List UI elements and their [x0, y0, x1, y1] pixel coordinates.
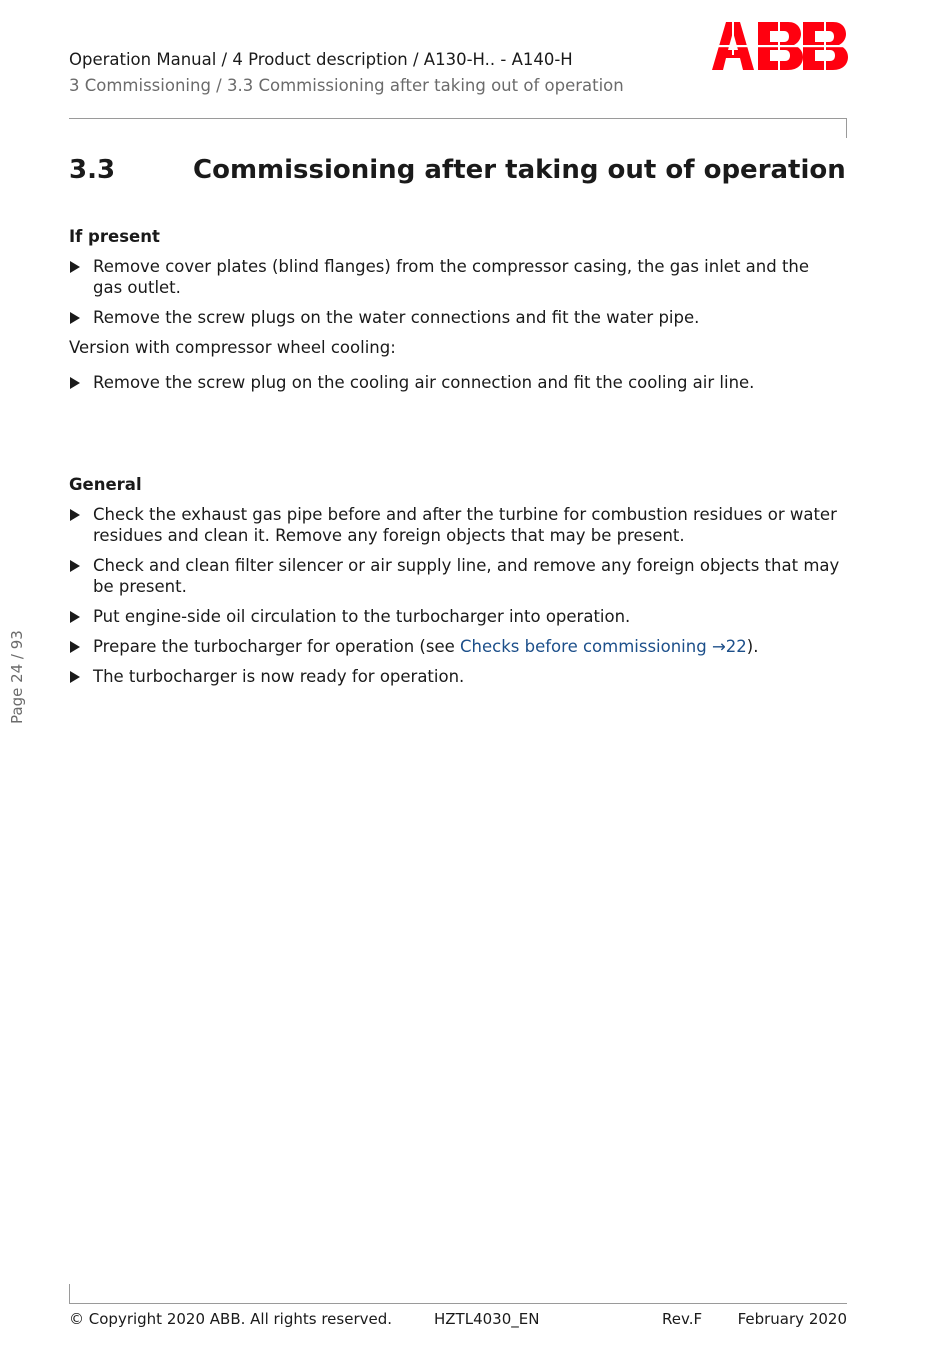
step-text: Remove the screw plug on the cooling air connection and fit the cooling air line.	[93, 373, 755, 392]
footer-revision: Rev.F	[662, 1310, 703, 1328]
main-content	[69, 226, 841, 696]
checks-before-commissioning-link[interactable]: Checks before commissioning →22	[460, 637, 747, 656]
step-text: Check the exhaust gas pipe before and after the turbine for combustion residues or water residues and clean it. Remove any foreign objects that may be present.	[93, 505, 837, 545]
step-arrow-icon	[70, 671, 80, 683]
variant-steps	[69, 372, 841, 393]
abb-logo	[712, 20, 848, 72]
list-item	[69, 307, 841, 328]
step-text: Remove the screw plugs on the water connections and fit the water pipe.	[93, 308, 700, 327]
general-steps	[69, 504, 841, 687]
page-indicator: Page 24 / 93	[8, 630, 26, 724]
step-text: The turbocharger is now ready for operation.	[93, 667, 465, 686]
list-item	[69, 504, 841, 546]
list-item	[69, 555, 841, 597]
step-arrow-icon	[70, 377, 80, 389]
header-rule-tick	[846, 118, 847, 138]
list-item	[69, 606, 841, 627]
list-item	[69, 372, 841, 393]
list-item	[69, 636, 841, 657]
step-text: Check and clean filter silencer or air supply line, and remove any foreign objects that may be present.	[93, 556, 840, 596]
footer-rule	[69, 1303, 847, 1304]
step-text-after: ).	[746, 637, 759, 656]
step-arrow-icon	[70, 312, 80, 324]
step-text: Put engine-side oil circulation to the turbocharger into operation.	[93, 607, 631, 626]
breadcrumb-document: Operation Manual / 4 Product description / A130-H.. - A140-H	[69, 50, 573, 69]
if-present-steps	[69, 256, 841, 328]
breadcrumb-chapter: 3 Commissioning / 3.3 Commissioning after taking out of operation	[69, 76, 624, 95]
footer-document-id: HZTL4030_EN	[434, 1310, 540, 1328]
footer-date: February 2020	[737, 1310, 847, 1328]
subheading-general: General	[69, 475, 142, 494]
header-rule	[69, 118, 847, 119]
step-arrow-icon	[70, 560, 80, 572]
list-item	[69, 666, 841, 687]
footer-rule-tick	[69, 1284, 70, 1304]
list-item	[69, 256, 841, 298]
subheading-if-present: If present	[69, 227, 160, 246]
footer-copyright: © Copyright 2020 ABB. All rights reserved.	[69, 1310, 393, 1328]
step-arrow-icon	[70, 611, 80, 623]
variant-note: Version with compressor wheel cooling:	[69, 338, 396, 357]
step-arrow-icon	[70, 509, 80, 521]
step-text: Remove cover plates (blind flanges) from the compressor casing, the gas inlet and the gas outlet.	[93, 257, 810, 297]
step-arrow-icon	[70, 641, 80, 653]
step-text-before: Prepare the turbocharger for operation (see	[93, 637, 461, 656]
section-number: 3.3	[69, 155, 116, 185]
step-arrow-icon	[70, 261, 80, 273]
section-title: Commissioning after taking out of operation	[193, 155, 846, 185]
